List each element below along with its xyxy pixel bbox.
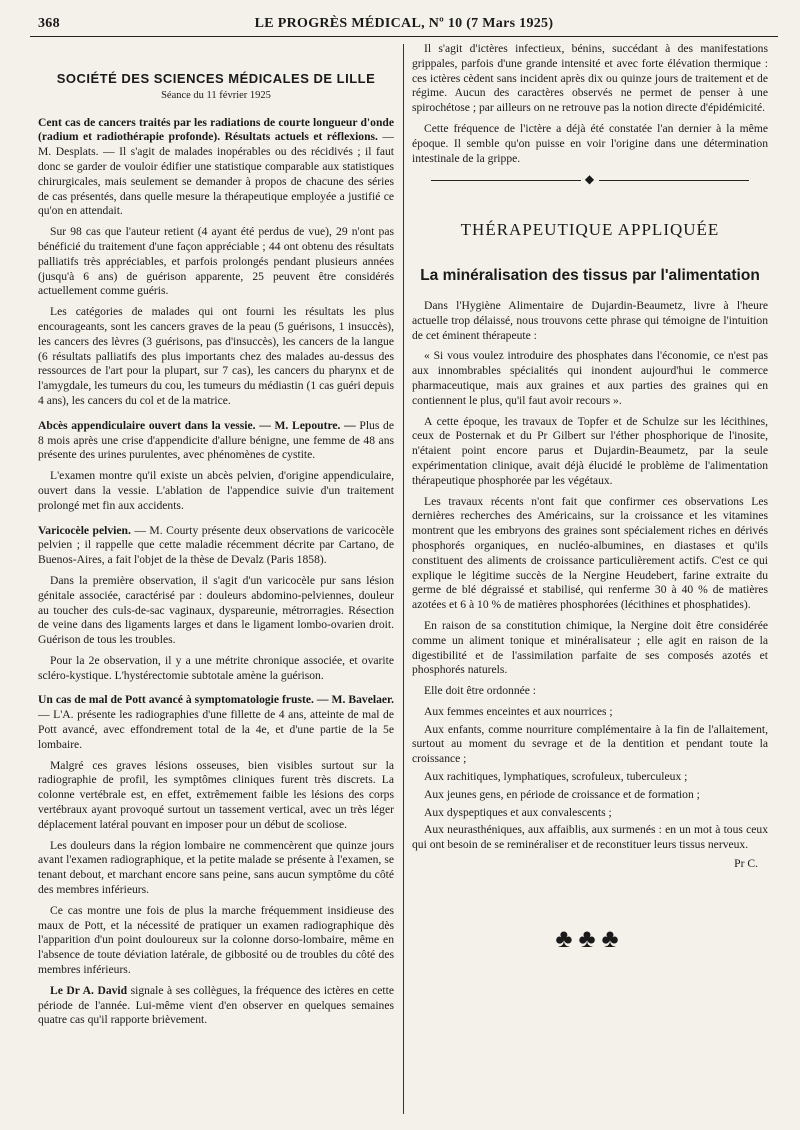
- case4-paragraph: [38, 693, 394, 752]
- society-title: SOCIÉTÉ DES SCIENCES MÉDICALES DE LILLE: [56, 71, 376, 86]
- page-header: [30, 14, 778, 36]
- list-item: Aux jeunes gens, en période de croissance et de formation ;: [424, 787, 700, 801]
- case4-p5-body: signale à ses collègues, la fréquence des ictères en cette période de l'année. Lui-même vient d'en observer en quelques semaines quatre cas qu'il rapporte brièvement.: [38, 983, 394, 1027]
- header-rule: [30, 36, 778, 37]
- case4-text-2: Malgré ces graves lésions osseuses, bien visibles surtout sur la radiographie de profil, les symptômes cliniques furent très discrets. La colonne vertébrale est, en effet, extrêmement faible les lésions des corps vertébraux ayant provoqué surtout un tassement vertical, avec un très léger déplacement latéral pouvant en imposer pour un début de scoliose.: [38, 758, 394, 831]
- article-text-1: Dans l'Hygiène Alimentaire de Dujardin-Beaumetz, livre à l'heure actuelle trop délaissé, nous trouvons cette phrase qui témoigne de l'intuition de cet éminent thérapeute :: [412, 298, 768, 342]
- running-title: LE PROGRÈS MÉDICAL, Nº 10 (7 Mars 1925): [254, 16, 554, 31]
- signature: Pr C.: [734, 857, 758, 871]
- case1-text-2: Sur 98 cas que l'auteur retient (4 ayant été perdus de vue), 29 n'ont pas bénéficié du traitement d'une façon appréciable ; 44 ont obtenu des résultats palliatifs très appréciables, et parfois prolongés pendant plusieurs années (jusqu'à 6 ans) de guérison apparente, 25 peuvent être considérés actuellement comme guéris.: [38, 225, 394, 298]
- case4-title: Un cas de mal de Pott avancé à symptomatologie fruste. — M. Bavelaer.: [38, 693, 394, 707]
- article-text-2: A cette époque, les travaux de Topfer et de Schulze sur les lécithines, ceux de Posternak et du Pr Gilbert sur l'éther phosphorique de l'inosite, n'étaient point encore parus et Dujardin-Beaumetz, par la seule expérimentation clinique, avait déjà élucidé le problème de l'alimentation thérapeutique phosphorée par les végétaux.: [412, 414, 768, 487]
- list-item: Aux neurasthéniques, aux affaiblis, aux surmenés : en un mot à tous ceux qui ont besoin de se reminéraliser et de reconstituer leurs tissus nerveux.: [412, 823, 768, 852]
- list-item: Aux enfants, comme nourriture complémentaire à la fin de l'allaitement, surtout au moment du sevrage et de la dentition et pendant toute la croissance ;: [412, 722, 768, 766]
- divider-diamond-icon: ◆: [584, 172, 596, 187]
- case1-paragraph: [38, 116, 394, 220]
- case3-text-2: Dans la première observation, il s'agit d'un varicocèle pur sans lésion génitale associée, caractérisé par : douleurs abdomino-pelviennes, douleur au toucher des culs-de-sac vaginaux, dyspareunie, métrorragies. Résection de veine dans des ligaments larges et dans le ligament lombo-ovarien droit. Guérison de tous les troubles.: [38, 573, 394, 647]
- case1-text-1: Il s'agit de malades inopérables ou des récidivés ; il faut donc se garder de vouloir édifier une statistique comparable aux statistiques chirurgicales, mais seulement se demander à propos de chacune des séries de cas présentés, dans quelle mesure la thérapeutique employée a justifié ce qu'on en attendait.: [38, 145, 394, 218]
- divider-line-left: [431, 180, 581, 181]
- case3-text-1: présente deux observations de varicocèle pelvien ; il rappelle que cette maladie récemment décrite par Cartano, de Buenos-Aires, a fait l'objet de la thèse de Devalz (Paris 1858).: [38, 523, 395, 567]
- session-date: Séance du 11 février 1925: [161, 89, 271, 101]
- case2-text-2: L'examen montre qu'il existe un abcès pelvien, d'origine appendiculaire, ouvert dans la vessie. L'ablation de l'appendice suivie d'un traitement prolongé met fin aux accidents.: [38, 469, 394, 512]
- list-item: Aux dyspeptiques et aux convalescents ;: [424, 805, 612, 819]
- case3-text-3: Pour la 2e observation, il y a une métrite chronique associée, et ovarite scléro-kystique. L'hystérectomie subtotale amène la guérison.: [38, 653, 394, 682]
- end-ornament-icon: ♣♣♣: [555, 923, 625, 953]
- left-column: [38, 52, 394, 1034]
- case3-paragraph: [38, 524, 394, 568]
- case4-text-4: Ce cas montre une fois de plus la marche fréquemment insidieuse des maux de Pott, et la nécessité de pratiquer un examen radiographique dès l'apparition d'un point douloureux sur la colonne dorso-lombaire, même en l'absence de toute déviation latérale, de gibbosité ou de troubles du côté des membres inférieurs.: [38, 903, 394, 977]
- divider-line-right: [599, 180, 749, 181]
- case4-text-5: [38, 984, 394, 1028]
- case2-title: Abcès appendiculaire ouvert dans la vessie. — M. Lepoutre. —: [38, 418, 356, 432]
- case2-paragraph: [38, 419, 394, 463]
- column-divider: [403, 44, 404, 1114]
- case1-author: — M. Desplats. —: [38, 130, 394, 159]
- section-title: THÉRAPEUTIQUE APPLIQUÉE: [460, 220, 720, 240]
- continued-text-1: Il s'agit d'ictères infectieux, bénins, succédant à des manifestations grippales, parfois d'une grande intensité et avec forte élévation thermique : ces ictères cèdent sans incident après dix ou quinze jours de traitement et de régime. Aucun des caractères observés ne permet de penser à une spirochétose ; par ailleurs on ne retrouve pas la notion directe d'épidémicité.: [412, 42, 768, 115]
- right-column: [412, 42, 768, 953]
- case1-title: Cent cas de cancers traités par les radiations de courte longueur d'onde (radium et radiothérapie profonde). Résultats actuels et réflexions.: [38, 115, 394, 144]
- case4-text-3: Les douleurs dans la région lombaire ne commencèrent que quinze jours avant l'examen radiographique, et la petite malade se présente à l'examen, se tenant debout, et marchant encore sans peine, sans aucun symptôme du côté des membres inférieurs.: [38, 838, 394, 897]
- page-number: 368: [38, 16, 60, 31]
- article-text-5: Elle doit être ordonnée :: [424, 684, 537, 698]
- case3-title: Varicocèle pelvien.: [38, 523, 131, 537]
- article-title: La minéralisation des tissus par l'alimentation: [420, 266, 760, 284]
- section-divider: [412, 172, 768, 187]
- continued-text-2: Cette fréquence de l'ictère a déjà été constatée l'an dernier à la même époque. Il semble qu'on puisse en voir l'origine dans une détermination intestinale de la grippe.: [412, 121, 768, 165]
- case2-text-1: Plus de 8 mois après une crise d'appendicite d'allure bénigne, une femme de 48 ans présente des urines purulentes, avec phénomènes de cystite.: [38, 418, 394, 462]
- case4-p5-prefix: Le Dr A. David: [50, 983, 128, 997]
- article-text-3: Les travaux récents n'ont fait que confirmer ces observations Les dernières recherches des Américains, sur la croissance et les vitamines montrent que les embryons des graines sont spécialement riches en dérivés phosphorés organiques, en nucléo-albumines, en diastases et qu'ils constituent des aliments de croissance particulièrement actifs. C'est ce qui explique le légitime succès de la Nergine Heudebert, farine extraite du germe de blé dégraissé et stabilisé, qui renferme 30 à 40 % de matières azotées et 6 à 10 % de matières phosphorées (lécithines et phosphatides).: [412, 494, 768, 612]
- article-quote: « Si vous voulez introduire des phosphates dans l'économie, ce n'est pas aux innombrables spécialités qui inondent aujourd'hui le commerce pharmaceutique, mais aux graines et aux parties des graines qui en contiennent le plus, qu'il faut avoir recours ».: [412, 349, 768, 407]
- case4-text-1: — L'A. présente les radiographies d'une fillette de 4 ans, atteinte de mal de Pott avancé, avec effondrement total de la 4e, et d'une partie de la 5e lombaire.: [38, 708, 394, 751]
- list-item: Aux rachitiques, lymphatiques, scrofuleux, tuberculeux ;: [424, 770, 688, 784]
- list-item: Aux femmes enceintes et aux nourrices ;: [424, 704, 613, 718]
- case3-author: — M. Courty: [134, 523, 199, 537]
- case1-text-3: Les catégories de malades qui ont fourni les résultats les plus encourageants, sont les cancers graves de la peau (5 guérisons, 1 insuccès), les cancers des lèvres (3 guérisons, pas d'insuccès), les cancers de la langue (6 résultats palliatifs des plus importants chez des malades au-dessus des ressources de l'art pour la plupart, sur 7 cas), les cancers du pharynx et de l'amygdale, les tumeurs du cou, les tumeurs du médiastin (1 cas guéri depuis 4 ans), les cancers du col et de la matrice.: [38, 305, 394, 407]
- article-text-4: En raison de sa constitution chimique, la Nergine doit être considérée comme un aliment tonique et minéralisateur ; elle agit en raison de la digestibilité et de l'assimilation parfaite de ses composés azotés et phosphorés naturels.: [412, 618, 768, 677]
- indication-list: [412, 705, 768, 853]
